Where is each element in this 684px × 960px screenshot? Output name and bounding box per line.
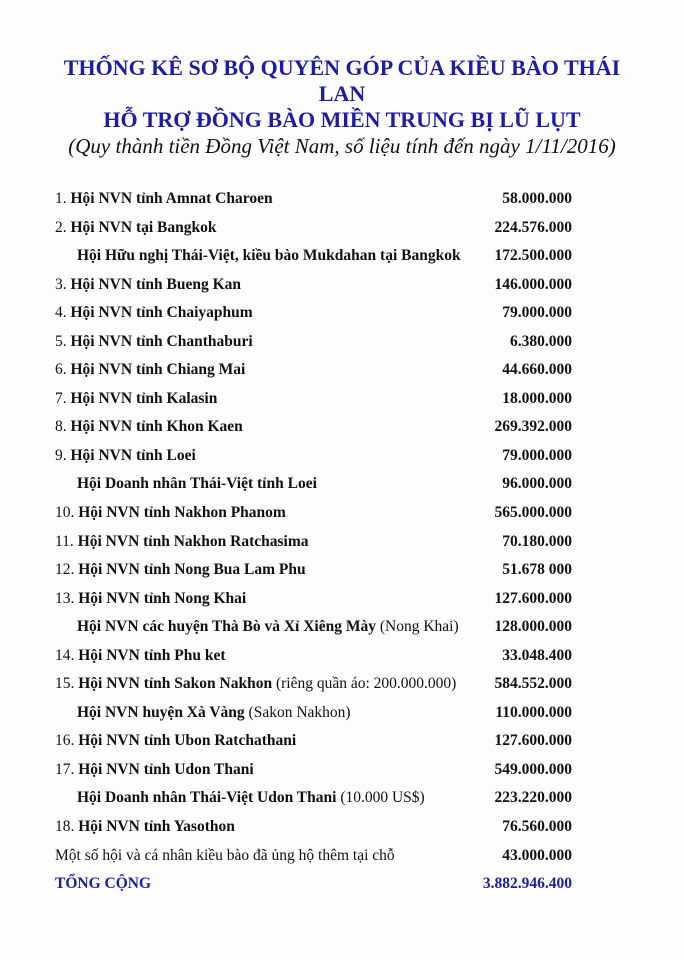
donation-row xyxy=(55,444,572,473)
total-label: TỔNG CỘNG xyxy=(55,875,152,893)
donation-amount: 549.000.000 xyxy=(494,760,572,778)
donor-label xyxy=(55,387,217,411)
donation-row xyxy=(55,501,572,530)
donation-amount: 146.000.000 xyxy=(494,275,572,293)
donor-label xyxy=(55,330,253,354)
donation-amount: 127.600.000 xyxy=(494,589,572,607)
donor-note: (Nong Khai) xyxy=(375,618,459,636)
donation-amount: 110.000.000 xyxy=(495,703,572,721)
donor-label xyxy=(77,786,425,810)
donation-row xyxy=(55,729,572,758)
donor-name: Hội NVN tại Bangkok xyxy=(70,218,217,236)
donor-name: Hội NVN tỉnh Sakon Nakhon xyxy=(78,675,273,693)
donation-amount: 565.000.000 xyxy=(494,504,572,522)
donor-label xyxy=(55,758,254,782)
donation-row xyxy=(55,786,572,815)
row-number: 5. xyxy=(55,332,71,350)
donor-name: Hội Hữu nghị Thái-Việt, kiều bào Mukdahan tại Bangkok xyxy=(77,247,461,265)
donor-name: Hội NVN tỉnh Amnat Charoen xyxy=(70,190,273,207)
total-row xyxy=(55,872,572,901)
donor-name: Hội NVN tỉnh Loei xyxy=(70,446,196,464)
donor-label xyxy=(77,472,317,496)
donation-amount: 33.048.400 xyxy=(502,646,572,664)
donation-row xyxy=(55,530,572,559)
donor-label xyxy=(55,644,226,668)
donation-amount: 223.220.000 xyxy=(494,789,572,807)
donation-row xyxy=(55,758,572,787)
donation-row xyxy=(55,187,572,216)
extra-donations-amount: 43.000.000 xyxy=(502,846,572,864)
donor-name: Hội NVN tỉnh Nakhon Phanom xyxy=(78,504,286,522)
donor-label xyxy=(55,558,306,582)
donation-row xyxy=(55,330,572,359)
donor-name: Hội Doanh nhân Thái-Việt Udon Thani xyxy=(77,789,337,807)
donation-row xyxy=(55,815,572,844)
donor-label xyxy=(55,187,273,211)
extra-donations-row xyxy=(55,844,572,873)
donation-amount: 70.180.000 xyxy=(502,532,572,550)
donor-name: Hội NVN tỉnh Udon Thani xyxy=(78,760,254,778)
donation-row xyxy=(55,587,572,616)
row-number: 18. xyxy=(55,818,79,836)
donor-name: Hội NVN tỉnh Bueng Kan xyxy=(70,275,242,293)
donor-label xyxy=(55,844,395,868)
extra-donations-label: Một số hội và cá nhân kiều bào đã ủng hộ thêm tại chỗ xyxy=(55,846,395,864)
donation-row xyxy=(55,273,572,302)
donation-row xyxy=(55,216,572,245)
donor-name: Hội NVN tỉnh Ubon Ratchathani xyxy=(78,732,297,750)
donor-name: Hội NVN huyện Xà Vàng xyxy=(77,703,245,721)
row-number: 15. xyxy=(55,675,79,693)
donation-amount: 76.560.000 xyxy=(502,818,572,836)
donation-row xyxy=(55,415,572,444)
donor-label xyxy=(55,729,296,753)
donor-note: (Sakon Nakhon) xyxy=(244,703,351,721)
donor-label xyxy=(55,815,235,839)
donation-row xyxy=(55,244,572,273)
donation-row xyxy=(55,644,572,673)
donor-name: Hội NVN tỉnh Nong Khai xyxy=(78,589,247,607)
donor-name: Hội NVN tỉnh Chiang Mai xyxy=(70,361,246,379)
donor-label xyxy=(77,615,459,639)
row-number: 4. xyxy=(55,304,71,322)
row-number: 14. xyxy=(55,646,79,664)
row-number: 2. xyxy=(55,218,71,236)
row-number: 6. xyxy=(55,361,71,379)
donor-name: Hội NVN tỉnh Nong Bua Lam Phu xyxy=(78,561,306,579)
donation-amount: 584.552.000 xyxy=(494,675,572,693)
donor-name: Hội NVN tỉnh Khon Kaen xyxy=(70,418,243,436)
row-number: 11. xyxy=(55,532,78,550)
donation-amount: 96.000.000 xyxy=(502,475,572,493)
row-number: 9. xyxy=(55,446,71,464)
donation-amount: 127.600.000 xyxy=(494,732,572,750)
donation-amount: 51.678 000 xyxy=(502,561,572,579)
donor-name: Hội NVN tỉnh Kalasin xyxy=(70,389,218,407)
donor-name: Hội NVN tỉnh Chanthaburi xyxy=(70,332,253,350)
row-number: 1. xyxy=(55,190,71,207)
donor-label xyxy=(55,273,241,297)
donation-amount: 269.392.000 xyxy=(494,418,572,436)
donation-amount: 79.000.000 xyxy=(502,304,572,322)
donation-row xyxy=(55,301,572,330)
row-number: 17. xyxy=(55,760,79,778)
row-number: 13. xyxy=(55,589,79,607)
donation-row xyxy=(55,672,572,701)
donor-label xyxy=(55,530,309,554)
donation-row xyxy=(55,615,572,644)
donation-amount: 128.000.000 xyxy=(494,618,572,636)
row-number: 3. xyxy=(55,275,71,293)
donor-name: Hội Doanh nhân Thái-Việt tỉnh Loei xyxy=(77,475,317,493)
donation-row xyxy=(55,387,572,416)
donation-row xyxy=(55,558,572,587)
donor-label xyxy=(55,358,245,382)
donation-amount: 58.000.000 xyxy=(502,190,572,207)
donor-note: (10.000 US$) xyxy=(336,789,425,807)
donor-label xyxy=(55,301,253,325)
row-number: 12. xyxy=(55,561,79,579)
donor-name: Hội NVN tỉnh Chaiyaphum xyxy=(70,304,253,322)
title-line-1: THỐNG KÊ SƠ BỘ QUYÊN GÓP CỦA KIỀU BÀO THÁI xyxy=(63,55,621,80)
title-line-2: LAN xyxy=(318,81,366,106)
donation-amount: 79.000.000 xyxy=(502,446,572,464)
donation-row xyxy=(55,358,572,387)
donation-amount: 224.576.000 xyxy=(494,218,572,236)
donor-name: Hội NVN tỉnh Phu ket xyxy=(78,646,226,664)
total-label-wrap xyxy=(55,872,151,896)
donation-amount: 6.380.000 xyxy=(510,332,572,350)
donor-name: Hội NVN các huyện Thà Bò và Xỉ Xiêng Mày xyxy=(77,618,376,636)
donor-label xyxy=(55,444,196,468)
row-number: 7. xyxy=(55,389,71,407)
donor-name: Hội NVN tỉnh Nakhon Ratchasima xyxy=(77,532,309,550)
donation-amount: 18.000.000 xyxy=(502,389,572,407)
subtitle: (Quy thành tiền Đồng Việt Nam, số liệu tính đến ngày 1/11/2016) xyxy=(68,134,616,158)
total-amount: 3.882.946.400 xyxy=(482,875,572,893)
donation-row xyxy=(55,472,572,501)
donor-label xyxy=(77,244,461,268)
donation-amount: 44.660.000 xyxy=(502,361,572,379)
donation-list xyxy=(55,187,572,901)
row-number: 16. xyxy=(55,732,79,750)
donor-label xyxy=(55,501,286,525)
donor-label xyxy=(55,415,243,439)
donor-label xyxy=(55,587,246,611)
row-number: 8. xyxy=(55,418,71,436)
donor-label xyxy=(55,672,456,696)
row-number: 10. xyxy=(55,504,79,522)
donor-note: (riêng quần áo: 200.000.000) xyxy=(272,675,457,693)
donor-name: Hội NVN tỉnh Yasothon xyxy=(78,818,235,836)
donation-row xyxy=(55,701,572,730)
donation-amount: 172.500.000 xyxy=(494,247,572,265)
donor-label xyxy=(55,216,217,240)
donor-label xyxy=(77,701,351,725)
title-line-3: HỖ TRỢ ĐỒNG BÀO MIỀN TRUNG BỊ LŨ LỤT xyxy=(103,107,581,132)
